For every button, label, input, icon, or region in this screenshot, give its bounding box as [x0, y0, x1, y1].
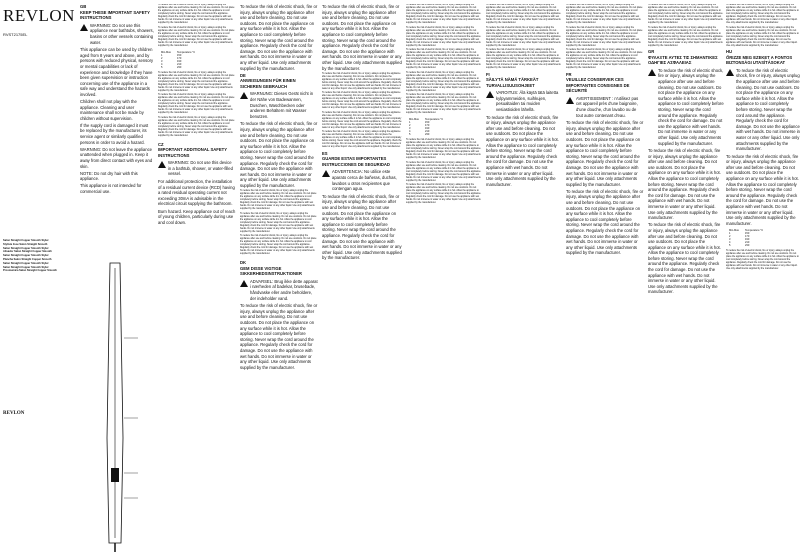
column-de: To reduce the risk of electric shock, fire or injury, always unplug the appliance after use and before cleaning. Do not use outdoors. Do not place the appliance on any surface while it is hot. Allow the appliance to cool completely before storing. Never wrap the cord around the appliance. Regularly check the cord for damage. Do not use the appliance with wet hands. Do not immerse in water or any other liquid. Use only attachments supplied by the manufacturer. DE ANWEISUNGEN FÜR EINEN SICHEREN GEBRAUCH WARNUNG: Dieses Gerät nicht in der Nähe von Badewannen, Duschen, Waschbecken oder anderen Behältern mit Wasser benutzen. To reduce the risk of electric shock, fire or injury, always unplug the appliance after use and before cleaning. Do not use outdoors. Do not place the appliance on any surface while it is hot. Allow the appliance to cool completely before storing. Never wrap the cord around the appliance. Regularly check the cord for damage. Do not use the appliance with wet hands. Do not immerse in water or any other liquid. Use only attachments supplied by the manufacturer. To reduce the risk of electric shock, fire or injury, always unplug the appliance after use and before cleaning. Do not use outdoors. Do not place the appliance on any surface while it is hot. Allow the appliance to cool completely before storing. Never wrap the cord around the appliance. Regularly check the cord for damage. Do not use the appliance with wet hands. Do not immerse in water or any other liquid. Use only attachments supplied by the manufacturer. To reduce the risk of electric shock, fire or injury, always unplug the appliance after use and before cleaning. Do not use outdoors. Do not place the appliance on any surface while it is hot. Allow the appliance to cool completely before storing. Never wrap the cord around the appliance. Regularly check the cord for damage. Do not use the appliance with wet hands. Do not immerse in water or any other liquid. Use only attachments supplied by the manufacturer. To reduce the risk of electric shock, fire or injury, always unplug the appliance after use and before cleaning. Do not use outdoors. Do not place the appliance on any surface while it is hot. Allow the appliance to cool completely before storing. Never wrap the cord around the appliance. Regularly check the cord for damage. Do not use the appliance with wet hands. Do not immerse in water or any other liquid. Use only attachments supplied by the manufacturer. DK GEM DISSE VIGTIGE SIKKERHEDSINSTRUKTIONER ADVARSEL: Brug ikke dette apparat i nærheden af badekar, brusebade, håndvaske eller andre beholdere, der indeholder vand. To reduce the risk of electric shock, fire or injury, always unplug the appliance after use and before cleaning. Do not use outdoors. Do not place the appliance on any surface while it is hot. Allow the appliance to cool completely before storing. Never wrap the cord around the appliance. Regularly check the cord for damage. Do not use the appliance with wet hands. Do not immerse in water or any other liquid. Use only attachments supplied by the manufacturer. [240, 4, 318, 370]
warning-text: AVERTISSEMENT : n'utilisez pas cet appareil près d'une baignoire, d'une douche, d'un lavabo ou de tout autre contenant d'eau. [576, 95, 639, 118]
temperature-table: Min-Max Temperature °C 1 150 2 170 3 190 4 210 5 230 [161, 50, 196, 69]
section-title: KEEP THESE IMPORTANT SAFETY INSTRUCTIONS [80, 9, 150, 21]
column-gr: To reduce the risk of electric shock, fire or injury, always unplug the appliance after use and before cleaning. Do not use outdoors. Do not place the appliance on any surface while it is hot. Allow the appliance to cool completely before storing. Never wrap the cord around the appliance. Regularly check the cord for damage. Do not use the appliance with wet hands. Do not immerse in water or any other liquid. Use only attachments supplied by the manufacturer. To reduce the risk of electric shock, fire or injury, always unplug the appliance after use and before cleaning. Do not use outdoors. Do not place the appliance on any surface while it is hot. Allow the appliance to cool completely before storing. Never wrap the cord around the appliance. Regularly check the cord for damage. Do not use the appliance with wet hands. Do not immerse in water or any other liquid. Use only attachments supplied by the manufacturer. GR ΦΥΛΑΞΤΕ ΑΥΤΕΣ ΤΙΣ ΣΗΜΑΝΤΙΚΕΣ ΟΔΗΓΙΕΣ ΑΣΦΑΛΕΙΑΣ To reduce the risk of electric shock, fire or injury, always unplug the appliance after use and before cleaning. Do not use outdoors. Do not place the appliance on any surface while it is hot. Allow the appliance to cool completely before storing. Never wrap the cord around the appliance. Regularly check the cord for damage. Do not use the appliance with wet hands. Do not immerse in water or any other liquid. Use only attachments supplied by the manufacturer. To reduce the risk of electric shock, fire or injury, always unplug the appliance after use and before cleaning. Do not use outdoors. Do not place the appliance on any surface while it is hot. Allow the appliance to cool completely before storing. Never wrap the cord around the appliance. Regularly check the cord for damage. Do not use the appliance with wet hands. Do not immerse in water or any other liquid. Use only attachments supplied by the manufacturer. To reduce the risk of electric shock, fire or injury, always unplug the appliance after use and before cleaning. Do not use outdoors. Do not place the appliance on any surface while it is hot. Allow the appliance to cool completely before storing. Never wrap the cord around the appliance. Regularly check the cord for damage. Do not use the appliance with wet hands. Do not immerse in water or any other liquid. Use only attachments supplied by the manufacturer. [648, 4, 724, 295]
warning-icon [648, 69, 656, 76]
product-name: Plancha Salon Straight Copper Smooth [3, 257, 52, 261]
lang-code: HU [726, 49, 733, 54]
warning-text: ADVARSEL: Brug ikke dette apparat i nærheden af badekar, brusebade, håndvaske eller andre beholdere, der indeholder vand. [250, 278, 318, 301]
temperature-table: Min-Max Temperature °C 1 150 2 170 3 190 4 210 5 230 [729, 229, 764, 248]
product-name: Prostownica Salon Straight Copper Smooth [3, 269, 57, 273]
warning-icon [240, 280, 248, 287]
product-name-list [3, 239, 77, 273]
warning-icon [322, 170, 330, 177]
straightener-illustration [80, 258, 150, 553]
lang-code: FI [486, 71, 490, 77]
model-number: RVST2175EL [3, 32, 28, 37]
warning-icon [240, 92, 248, 99]
section-title: ŐRIZZE MEG EZEKET A FONTOS BIZTONSÁGI UTASÍTÁSOKAT [726, 54, 793, 66]
column-fi: To reduce the risk of electric shock, fire or injury, always unplug the appliance after use and before cleaning. Do not use outdoors. Do not place the appliance on any surface while it is hot. Allow the appliance to cool completely before storing. Never wrap the cord around the appliance. Regularly check the cord for damage. Do not use the appliance with wet hands. Do not immerse in water or any other liquid. Use only attachments supplied by the manufacturer. To reduce the risk of electric shock, fire or injury, always unplug the appliance after use and before cleaning. Do not use outdoors. Do not place the appliance on any surface while it is hot. Allow the appliance to cool completely before storing. Never wrap the cord around the appliance. Regularly check the cord for damage. Do not use the appliance with wet hands. Do not immerse in water or any other liquid. Use only attachments supplied by the manufacturer. To reduce the risk of electric shock, fire or injury, always unplug the appliance after use and before cleaning. Do not use outdoors. Do not place the appliance on any surface while it is hot. Allow the appliance to cool completely before storing. Never wrap the cord around the appliance. Regularly check the cord for damage. Do not use the appliance with wet hands. Do not immerse in water or any other liquid. Use only attachments supplied by the manufacturer. FI SÄILYTÄ NÄMÄ TÄRKEÄT TURVALLISUUSOHJEET VAROITUS: Älä käytä tätä laitetta kylpyammeiden, suihkujen, pesualtaiden tai muiden vesiastioiden lähellä. To reduce the risk of electric shock, fire or injury, always unplug the appliance after use and before cleaning. Do not use outdoors. Do not place the appliance on any surface while it is hot. Allow the appliance to cool completely before storing. Never wrap the cord around the appliance. Regularly check the cord for damage. Do not use the appliance with wet hands. Do not immerse in water or any other liquid. Use only attachments supplied by the manufacturer. [486, 4, 562, 187]
column-cz: To reduce the risk of electric shock, fire or injury, always unplug the appliance after use and before cleaning. Do not use outdoors. Do not place the appliance on any surface while it is hot. Allow the appliance to cool completely before storing. Never wrap the cord around the appliance. Regularly check the cord for damage. Do not use the appliance with wet hands. Do not immerse in water or any other liquid. Use only attachments supplied by the manufacturer. To reduce the risk of electric shock, fire or injury, always unplug the appliance after use and before cleaning. Do not use outdoors. Do not place the appliance on any surface while it is hot. Allow the appliance to cool completely before storing. Never wrap the cord around the appliance. Regularly check the cord for damage. Do not use the appliance with wet hands. Do not immerse in water or any other liquid. Use only attachments supplied by the manufacturer. Min-Max Temperature °C 1 150 2 170 3 190 4 210 5 230 To reduce the risk of electric shock, fire or injury, always unplug the appliance after use and before cleaning. Do not use outdoors. Do not place the appliance on any surface while it is hot. Allow the appliance to cool completely before storing. Never wrap the cord around the appliance. Regularly check the cord for damage. Do not use the appliance with wet hands. Do not immerse in water or any other liquid. Use only attachments supplied by the manufacturer. To reduce the risk of electric shock, fire or injury, always unplug the appliance after use and before cleaning. Do not use outdoors. Do not place the appliance on any surface while it is hot. Allow the appliance to cool completely before storing. Never wrap the cord around the appliance. Regularly check the cord for damage. Do not use the appliance with wet hands. Do not immerse in water or any other liquid. Use only attachments supplied by the manufacturer. To reduce the risk of electric shock, fire or injury, always unplug the appliance after use and before cleaning. Do not use outdoors. Do not place the appliance on any surface while it is hot. Allow the appliance to cool completely before storing. Never wrap the cord around the appliance. Regularly check the cord for damage. Do not use the appliance with wet hands. Do not immerse in water or any other liquid. Use only attachments supplied by the manufacturer. CZ IMPORTANT ADDITIONAL SAFETY INSTRUCTIONS WARNING: Do not use this device in a bathtub, shower, or water-filled vessel. For additional protection, the installation of a residual current device (RCD) having a rated residual operating current not exceeding 30mA is advisable in the electrical circuit supplying the bathroom. Burn hazard. Keep appliance out of reach of young children, particularly during use and cool down. [158, 4, 236, 225]
warning-text: WARNUNG: Dieses Gerät nicht in der Nähe von Badewannen, Duschen, Waschbecken oder anderen Behältern mit Wasser benutzen. [250, 91, 314, 119]
section-title: SÄILYTÄ NÄMÄ TÄRKEÄT TURVALLISUUSOHJEET [486, 77, 539, 88]
product-name: Salon Straight Copper Smooth Styler [3, 265, 49, 269]
column-fr: To reduce the risk of electric shock, fire or injury, always unplug the appliance after use and before cleaning. Do not use outdoors. Do not place the appliance on any surface while it is hot. Allow the appliance to cool completely before storing. Never wrap the cord around the appliance. Regularly check the cord for damage. Do not use the appliance with wet hands. Do not immerse in water or any other liquid. Use only attachments supplied by the manufacturer. To reduce the risk of electric shock, fire or injury, always unplug the appliance after use and before cleaning. Do not use outdoors. Do not place the appliance on any surface while it is hot. Allow the appliance to cool completely before storing. Never wrap the cord around the appliance. Regularly check the cord for damage. Do not use the appliance with wet hands. Do not immerse in water or any other liquid. Use only attachments supplied by the manufacturer. To reduce the risk of electric shock, fire or injury, always unplug the appliance after use and before cleaning. Do not use outdoors. Do not place the appliance on any surface while it is hot. Allow the appliance to cool completely before storing. Never wrap the cord around the appliance. Regularly check the cord for damage. Do not use the appliance with wet hands. Do not immerse in water or any other liquid. Use only attachments supplied by the manufacturer. FR VEUILLEZ CONSERVER CES IMPORTANTES CONSIGNES DE SÉCURITÉ AVERTISSEMENT : n'utilisez pas cet appareil près d'une baignoire, d'une douche, d'un lavabo ou de tout autre contenant d'eau. To reduce the risk of electric shock, fire or injury, always unplug the appliance after use and before cleaning. Do not use outdoors. Do not place the appliance on any surface while it is hot. Allow the appliance to cool completely before storing. Never wrap the cord around the appliance. Regularly check the cord for damage. Do not use the appliance with wet hands. Do not immerse in water or any other liquid. Use only attachments supplied by the manufacturer. To reduce the risk of electric shock, fire or injury, always unplug the appliance after use and before cleaning. Do not use outdoors. Do not place the appliance on any surface while it is hot. Allow the appliance to cool completely before storing. Never wrap the cord around the appliance. Regularly check the cord for damage. Do not use the appliance with wet hands. Do not immerse in water or any other liquid. Use only attachments supplied by the manufacturer. [566, 4, 644, 256]
column-dk: To reduce the risk of electric shock, fire or injury, always unplug the appliance after use and before cleaning. Do not use outdoors. Do not place the appliance on any surface while it is hot. Allow the appliance to cool completely before storing. Never wrap the cord around the appliance. Regularly check the cord for damage. Do not use the appliance with wet hands. Do not immerse in water or any other liquid. Use only attachments supplied by the manufacturer. To reduce the risk of electric shock, fire or injury, always unplug the appliance after use and before cleaning. Do not use outdoors. Do not place the appliance on any surface while it is hot. Allow the appliance to cool completely before storing. Never wrap the cord around the appliance. Regularly check the cord for damage. Do not use the appliance with wet hands. Do not immerse in water or any other liquid. Use only attachments supplied by the manufacturer. To reduce the risk of electric shock, fire or injury, always unplug the appliance after use and before cleaning. Do not use outdoors. Do not place the appliance on any surface while it is hot. Allow the appliance to cool completely before storing. Never wrap the cord around the appliance. Regularly check the cord for damage. Do not use the appliance with wet hands. Do not immerse in water or any other liquid. Use only attachments supplied by the manufacturer. To reduce the risk of electric shock, fire or injury, always unplug the appliance after use and before cleaning. Do not use outdoors. Do not place the appliance on any surface while it is hot. Allow the appliance to cool completely before storing. Never wrap the cord around the appliance. Regularly check the cord for damage. Do not use the appliance with wet hands. Do not immerse in water or any other liquid. Use only attachments supplied by the manufacturer. To reduce the risk of electric shock, fire or injury, always unplug the appliance after use and before cleaning. Do not use outdoors. Do not place the appliance on any surface while it is hot. Allow the appliance to cool completely before storing. Never wrap the cord around the appliance. Regularly check the cord for damage. Do not use the appliance with wet hands. Do not immerse in water or any other liquid. Use only attachments supplied by the manufacturer. ES GUARDE ESTAS IMPORTANTES INSTRUCCIONES DE SEGURIDAD ADVERTENCIA: No utilice este aparato cerca de bañeras, duchas, lavabos u otros recipientes que contengan agua. To reduce the risk of electric shock, fire or injury, always unplug the appliance after use and before cleaning. Do not use outdoors. Do not place the appliance on any surface while it is hot. Allow the appliance to cool completely before storing. Never wrap the cord around the appliance. Regularly check the cord for damage. Do not use the appliance with wet hands. Do not immerse in water or any other liquid. Use only attachments supplied by the manufacturer. [322, 4, 402, 261]
column-gb-safety [80, 4, 154, 254]
warning-icon [486, 91, 494, 98]
column-hu: To reduce the risk of electric shock, fire or injury, always unplug the appliance after use and before cleaning. Do not use outdoors. Do not place the appliance on any surface while it is hot. Allow the appliance to cool completely before storing. Never wrap the cord around the appliance. Regularly check the cord for damage. Do not use the appliance with wet hands. Do not immerse in water or any other liquid. Use only attachments supplied by the manufacturer. To reduce the risk of electric shock, fire or injury, always unplug the appliance after use and before cleaning. Do not use outdoors. Do not place the appliance on any surface while it is hot. Allow the appliance to cool completely before storing. Never wrap the cord around the appliance. Regularly check the cord for damage. Do not use the appliance with wet hands. Do not immerse in water or any other liquid. Use only attachments supplied by the manufacturer. HU ŐRIZZE MEG EZEKET A FONTOS BIZTONSÁGI UTASÍTÁSOKAT To reduce the risk of electric shock, fire or injury, always unplug the appliance after use and before cleaning. Do not use outdoors. Do not place the appliance on any surface while it is hot. Allow the appliance to cool completely before storing. Never wrap the cord around the appliance. Regularly check the cord for damage. Do not use the appliance with wet hands. Do not immerse in water or any other liquid. Use only attachments supplied by the manufacturer. To reduce the risk of electric shock, fire or injury, always unplug the appliance after use and before cleaning. Do not use outdoors. Do not place the appliance on any surface while it is hot. Allow the appliance to cool completely before storing. Never wrap the cord around the appliance. Regularly check the cord for damage. Do not use the appliance with wet hands. Do not immerse in water or any other liquid. Use only attachments supplied by the manufacturer. Min-Max Temperature °C 1 150 2 170 3 190 4 210 5 230 To reduce the risk of electric shock, fire or injury, always unplug the appliance after use and before cleaning. Do not use outdoors. Do not place the appliance on any surface while it is hot. Allow the appliance to cool completely before storing. Never wrap the cord around the appliance. Regularly check the cord for damage. Do not use the appliance with wet hands. Do not immerse in water or any other liquid. Use only attachments supplied by the manufacturer. [726, 4, 800, 271]
section-title: VEUILLEZ CONSERVER CES IMPORTANTES CONSIGNES DE SÉCURITÉ [566, 77, 630, 94]
product-name: Salon Straight Copper Smooth Styler [3, 254, 49, 258]
footer [3, 412, 77, 415]
lang-code: GB [80, 4, 87, 9]
warning-text: ADVERTENCIA: No utilice este aparato cerca de bañeras, duchas, lavabos u otros recipientes que contengan agua. [332, 169, 397, 192]
section-title: ΦΥΛΑΞΤΕ ΑΥΤΕΣ ΤΙΣ ΣΗΜΑΝΤΙΚΕΣ ΟΔΗΓΙΕΣ ΑΣΦΑΛΕΙΑΣ [648, 54, 718, 66]
warning-icon [566, 97, 574, 104]
section-title: GUARDE ESTAS IMPORTANTES INSTRUCCIONES DE SEGURIDAD [322, 156, 390, 167]
footer-logo: REVLON [3, 411, 25, 416]
warning-icon [158, 161, 166, 168]
lang-code: ES [322, 150, 328, 156]
lang-code: DK [240, 260, 247, 265]
warning-icon [726, 69, 734, 76]
lang-code: FR [566, 71, 572, 77]
section-title: ANWEISUNGEN FÜR EINEN SICHEREN GEBRAUCH [240, 78, 296, 89]
temperature-table: Min-Max Temperature °C 1 150 2 170 3 190 4 210 5 230 [409, 118, 444, 136]
warning-text: VAROITUS: Älä käytä tätä laitetta kylpyammeiden, suihkujen, pesualtaiden tai muiden vesiastioiden lähellä. [496, 90, 559, 113]
product-name: Styliste lisse Salon Straight Smooth [3, 242, 48, 246]
body-text: This appliance can be used by children aged from 8 years and above, and by persons with reduced physical, sensory or mental capabilities or lack of experience and knowledge if they have been given supervision or instruction concerning use of the appliance in a safe way and understand the hazards involved. Children shall not play with the appliance. Cleaning and user maintenance shall not be made by children without supervision. If the supply cord is damaged it must be replaced by the manufacturer, its service agent or similarly qualified persons in order to avoid a hazard. WARNING: Do not leave the appliance unattended when plugged in. Keep it away from direct contact with eyes and skin. NOTE: Do not dry hair with this appliance. This appliance is not intended for commercial use. [80, 47, 154, 194]
lang-code: GR [648, 49, 655, 54]
warning-text: WARNING: Do not use this appliance near bathtubs, showers, basins or other vessels containing water. [90, 22, 154, 45]
lang-code: CZ [158, 141, 164, 147]
product-name: Salon Straight Copper Smooth Styler [3, 239, 49, 242]
product-name: Salon Straight Copper Smooth Styler [3, 246, 49, 250]
section-title: GEM DISSE VIGTIGE SIKKERHEDSINSTRUKTIONER [240, 265, 302, 277]
product-name: Salon Straight Copper Smooth Styler [3, 261, 49, 265]
section-title: IMPORTANT ADDITIONAL SAFETY INSTRUCTIONS [158, 147, 227, 158]
column-gb [0, 4, 78, 556]
product-name: Alisador Salon Straight Copper Smooth [3, 250, 52, 254]
warning-text: WARNING: Do not use this device in a bathtub, shower, or water-filled vessel. [168, 160, 233, 177]
warning-icon [80, 24, 88, 31]
body-text: To reduce the risk of electric shock, fire or injury, always unplug the appliance after use and before cleaning. Do not use outdoors. Do not place the appliance on any surface while it is hot. Allow the appliance to cool completely before storing. Never wrap the cord around the appliance. Regularly check the cord for damage. Do not use the appliance with wet hands. Do not immerse in water or any other liquid. Use only attachments supplied by the manufacturer. To reduce the risk of electric shock, fire or injury, always unplug the appliance after use and before cleaning. Do not use outdoors. Do not place the appliance on any surface while it is hot. Allow the appliance to cool completely before storing. Never wrap the cord around the appliance. Regularly check the cord for damage. Do not use the appliance with wet hands. Do not immerse in water or any other liquid. Use only attachments supplied by the manufacturer. [158, 4, 235, 47]
column-es: To reduce the risk of electric shock, fire or injury, always unplug the appliance after use and before cleaning. Do not use outdoors. Do not place the appliance on any surface while it is hot. Allow the appliance to cool completely before storing. Never wrap the cord around the appliance. Regularly check the cord for damage. Do not use the appliance with wet hands. Do not immerse in water or any other liquid. Use only attachments supplied by the manufacturer. To reduce the risk of electric shock, fire or injury, always unplug the appliance after use and before cleaning. Do not use outdoors. Do not place the appliance on any surface while it is hot. Allow the appliance to cool completely before storing. Never wrap the cord around the appliance. Regularly check the cord for damage. Do not use the appliance with wet hands. Do not immerse in water or any other liquid. Use only attachments supplied by the manufacturer. To reduce the risk of electric shock, fire or injury, always unplug the appliance after use and before cleaning. Do not use outdoors. Do not place the appliance on any surface while it is hot. Allow the appliance to cool completely before storing. Never wrap the cord around the appliance. Regularly check the cord for damage. Do not use the appliance with wet hands. Do not immerse in water or any other liquid. Use only attachments supplied by the manufacturer. To reduce the risk of electric shock, fire or injury, always unplug the appliance after use and before cleaning. Do not use outdoors. Do not place the appliance on any surface while it is hot. Allow the appliance to cool completely before storing. Never wrap the cord around the appliance. Regularly check the cord for damage. Do not use the appliance with wet hands. Do not immerse in water or any other liquid. Use only attachments supplied by the manufacturer. To reduce the risk of electric shock, fire or injury, always unplug the appliance after use and before cleaning. Do not use outdoors. Do not place the appliance on any surface while it is hot. Allow the appliance to cool completely before storing. Never wrap the cord around the appliance. Regularly check the cord for damage. Do not use the appliance with wet hands. Do not immerse in water or any other liquid. Use only attachments supplied by the manufacturer. Min-Max Temperature °C 1 150 2 170 3 190 4 210 5 230 To reduce the risk of electric shock, fire or injury, always unplug the appliance after use and before cleaning. Do not use outdoors. Do not place the appliance on any surface while it is hot. Allow the appliance to cool completely before storing. Never wrap the cord around the appliance. Regularly check the cord for damage. Do not use the appliance with wet hands. Do not immerse in water or any other liquid. Use only attachments supplied by the manufacturer. To reduce the risk of electric shock, fire or injury, always unplug the appliance after use and before cleaning. Do not use outdoors. Do not place the appliance on any surface while it is hot. Allow the appliance to cool completely before storing. Never wrap the cord around the appliance. Regularly check the cord for damage. Do not use the appliance with wet hands. Do not immerse in water or any other liquid. Use only attachments supplied by the manufacturer. To reduce the risk of electric shock, fire or injury, always unplug the appliance after use and before cleaning. Do not use outdoors. Do not place the appliance on any surface while it is hot. Allow the appliance to cool completely before storing. Never wrap the cord around the appliance. Regularly check the cord for damage. Do not use the appliance with wet hands. Do not immerse in water or any other liquid. Use only attachments supplied by the manufacturer. [406, 4, 482, 204]
straightener-icon [80, 258, 150, 553]
lang-code: DE [240, 72, 246, 78]
brand-logo: REVLON [3, 6, 75, 25]
